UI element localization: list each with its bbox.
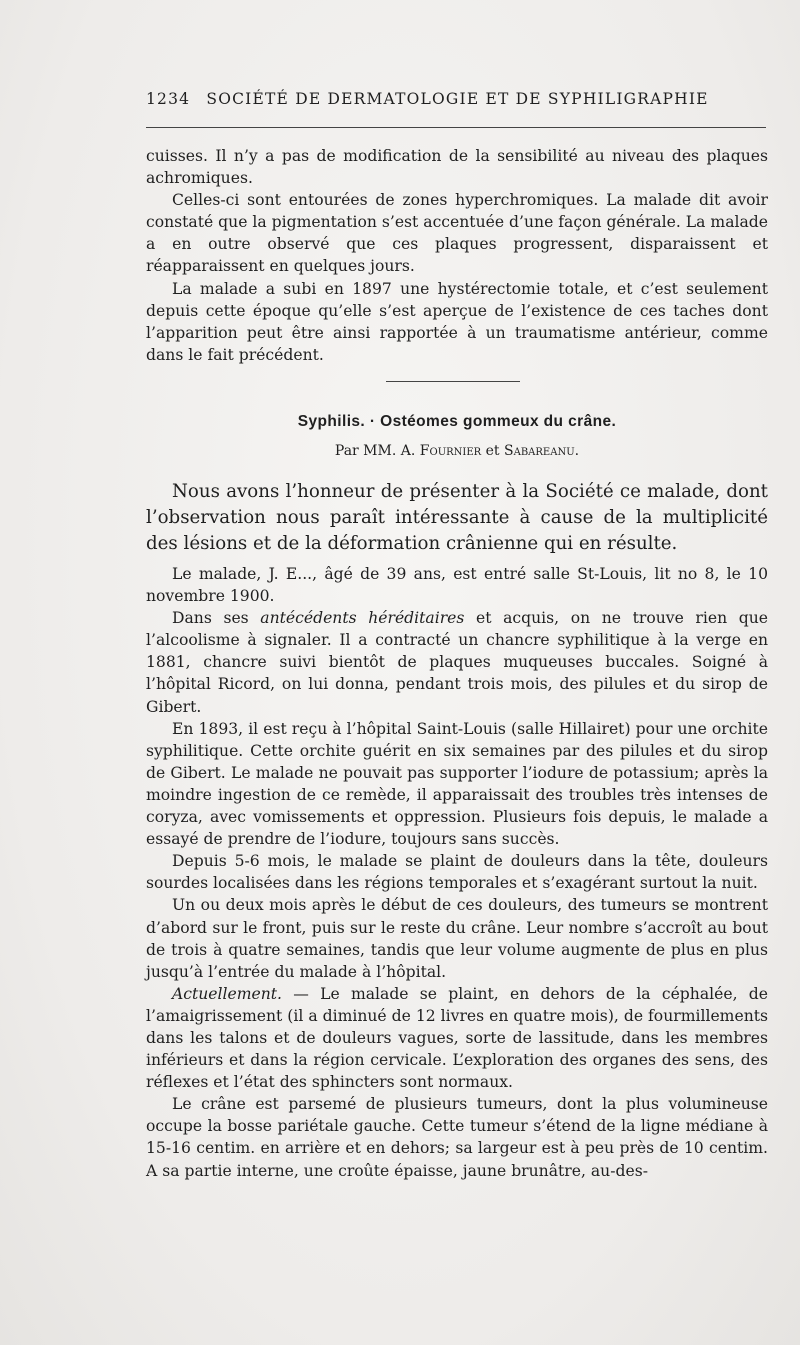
section-divider	[386, 381, 520, 382]
running-header	[146, 90, 766, 108]
text-run: et acquis, on ne trouve rien que l’alcoolisme à signaler. Il a contracté un chancre syphilitique à la verge en 1881, chancre suivi bientôt de plaques muqueuses buccales. Soigné à l’hôpital Ricord, on lui donna, pendant trois mois, des pilules et du sirop de Gibert.	[146, 609, 768, 716]
italic-term: antécédents héréditaires	[260, 609, 465, 628]
page-number: 1234	[146, 90, 191, 108]
text-run: Dans ses	[172, 609, 249, 628]
section-previous-case	[146, 145, 768, 366]
paragraph: Le crâne est parsemé de plusieurs tumeurs, dont la plus volumineuse occupe la bosse pariétale gauche. Cette tumeur s’étend de la ligne médiane à 15-16 centim. en arrière et en dehors; sa largeur est à peu près de 10 centim. A sa partie interne, une croûte épaisse, jaune brunâtre, au-des-	[146, 1095, 768, 1180]
authors-conjunction: et	[485, 443, 500, 459]
authors-prefix: Par MM. A.	[334, 443, 416, 459]
article-authors	[146, 443, 768, 459]
running-title: SOCIÉTÉ DE DERMATOLOGIE ET DE SYPHILIGRAPHIE	[206, 90, 709, 108]
article-body	[146, 563, 768, 1182]
author-name: Sabareanu.	[504, 443, 580, 459]
paragraph: Depuis 5-6 mois, le malade se plaint de douleurs dans la tête, douleurs sourdes localisées dans les régions temporales et s’exagérant surtout la nuit.	[146, 852, 768, 893]
italic-term: Actuellement.	[172, 984, 283, 1003]
paragraph: Le malade, J. E..., âgé de 39 ans, est entré salle St-Louis, lit no 8, le 10 novembre 1900.	[146, 565, 768, 606]
paragraph	[146, 983, 768, 1093]
paragraph: cuisses. Il n’y a pas de modification de la sensibilité au niveau des plaques achromiques.	[146, 147, 768, 188]
header-rule	[146, 127, 766, 128]
paragraph: Celles-ci sont entourées de zones hyperchromiques. La malade dit avoir constaté que la pigmentation s’est accentuée d’une façon générale. La malade a en outre observé que ces plaques progressent, disparaissent et réapparaissent en quelques jours.	[146, 191, 768, 276]
author-name: Fournier	[419, 443, 482, 459]
paragraph: En 1893, il est reçu à l’hôpital Saint-Louis (salle Hillairet) pour une orchite syphilitique. Cette orchite guérit en six semaines par des pilules et du sirop de Gibert. Le malade ne pouvait pas supporter l’iodure de potassium; après la moindre ingestion de ce remède, il apparaissait des troubles très intenses de coryza, avec vomissements et oppression. Plusieurs fois depuis, le malade a essayé de prendre de l’iodure, toujours sans succès.	[146, 719, 768, 849]
paragraph: Un ou deux mois après le début de ces douleurs, des tumeurs se montrent d’abord sur le front, puis sur le reste du crâne. Leur nombre s’accroît au bout de trois à quatre semaines, tandis que leur volume augmente de plus en plus jusqu’à l’entrée du malade à l’hôpital.	[146, 896, 768, 981]
intro-paragraph: Nous avons l’honneur de présenter à la Société ce malade, dont l’observation nous paraît intéressante à cause de la multiplicité des lésions et de la déformation crânienne qui en résulte.	[146, 481, 768, 554]
article-intro	[146, 479, 768, 557]
paragraph: La malade a subi en 1897 une hystérectomie totale, et c’est seulement depuis cette époque qu’elle s’est aperçue de l’existence de ces taches dont l’apparition peut être ainsi rapportée à un traumatisme antérieur, comme dans le fait précédent.	[146, 279, 768, 364]
paragraph	[146, 607, 768, 717]
text-run: — Le malade se plaint, en dehors de la céphalée, de l’amaigrissement (il a diminué de 12 livres en quatre mois), de fourmillements dans les talons et de douleurs vagues, sorte de lassitude, dans les membres inférieurs et dans la région cervicale. L’exploration des organes des sens, des réflexes et l’état des sphincters sont normaux.	[146, 984, 768, 1092]
article-title: Syphilis. · Ostéomes gommeux du crâne.	[297, 413, 617, 430]
